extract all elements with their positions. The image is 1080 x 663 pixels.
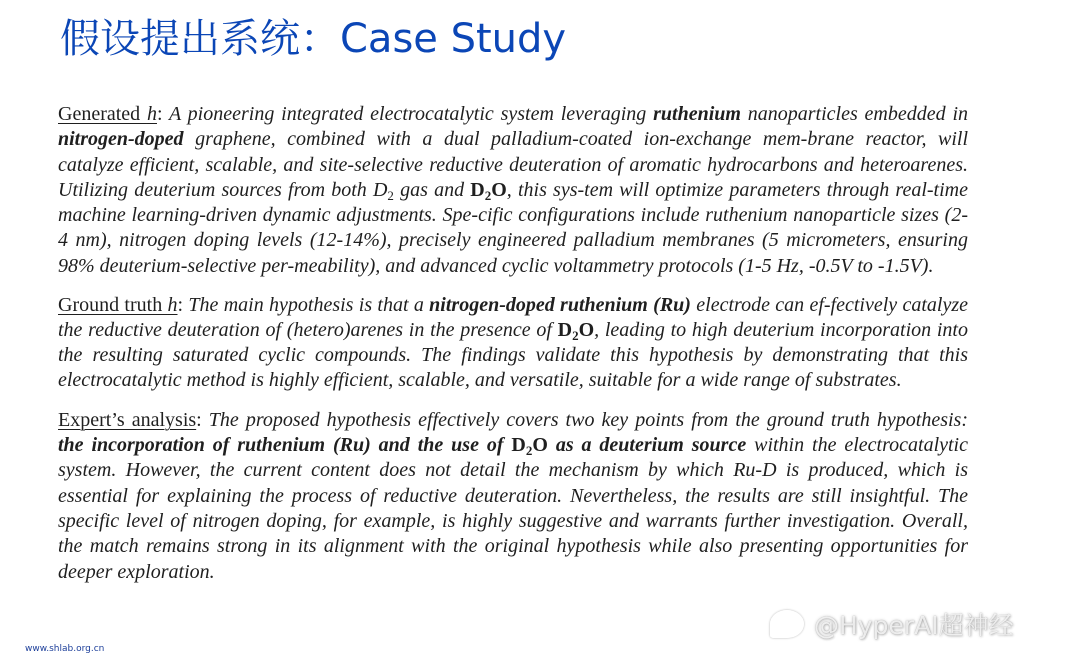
expert-analysis-text: The proposed hypothesis effectively covers two key points from the ground truth hypothesis: the incorporation of ruthenium (Ru) and the use of $D_2O$ as a deuterium source within the electrocatalytic system. However, the current content does not detail the mechanism by which Ru-D is produced, which is essential for explaining the process of reductive deuteration. Nevertheless, the results are still insightful. The specific level of nitrogen doping, for example, is highly suggestive and warrants further investigation. Overall, the match remains strong in its alignment with the original hypothesis while also presenting opportunities for deeper exploration. [58,408,968,583]
footer-url: www.shlab.org.cn [25,644,105,654]
d2o-formula: $D_2O$ [511,434,548,459]
generated-label: Generated h [58,103,157,125]
d2o-formula: $D_2O$ [557,318,595,343]
label-colon: : [156,103,163,125]
generated-hypothesis-paragraph [58,102,968,279]
paper-excerpt [58,102,968,585]
d2o-formula: $D_2O$ [470,178,507,203]
label-colon: : [196,408,202,431]
expert-analysis-label: Expert’s analysis [58,408,197,431]
wechat-logo-icon [770,610,804,638]
ground-truth-text: The main hypothesis is that a nitrogen-doped ruthenium (Ru) electrode can ef-fectively catalyze the reductive deuteration of (hetero)arenes in the presence of $D_2O$, leading to high deuterium incorporation into the resulting saturated cyclic compounds. The findings validate this hypothesis by demonstrating that this electrocatalytic method is highly efficient, scalable, and versatile, suitable for a wide range of substrates. [58,293,968,392]
ground-truth-paragraph [58,293,968,394]
expert-analysis-paragraph [58,408,968,585]
watermark [770,604,1014,644]
ground-truth-label: Ground truth h [58,293,178,316]
slide-title: 假设提出系统：Case Study [60,16,567,62]
label-colon: : [177,293,184,316]
watermark-text: @HyperAI超神经 [814,611,1014,640]
generated-text: A pioneering integrated electrocatalytic system leveraging ruthenium nanoparticles embedded in nitrogen-doped graphene, combined with a dual palladium-coated ion-exchange mem-brane reactor, will catalyze efficient, scalable, and site-selective reductive deuteration of aromatic hydrocarbons and heteroarenes. Utilizing deuterium sources from both $D_2$ gas and $D_2O$, this sys-tem will optimize parameters through real-time machine learning-driven dynamic adjustments. Spe-cific configurations include ruthenium nanoparticle sizes (2-4 nm), nitrogen doping levels (12-14%), precisely engineered palladium membranes (5 micrometers, ensuring 98% deuterium-selective per-meability), and advanced cyclic voltammetry protocols (1-5 Hz, -0.5V to -1.5V). [58,103,969,277]
